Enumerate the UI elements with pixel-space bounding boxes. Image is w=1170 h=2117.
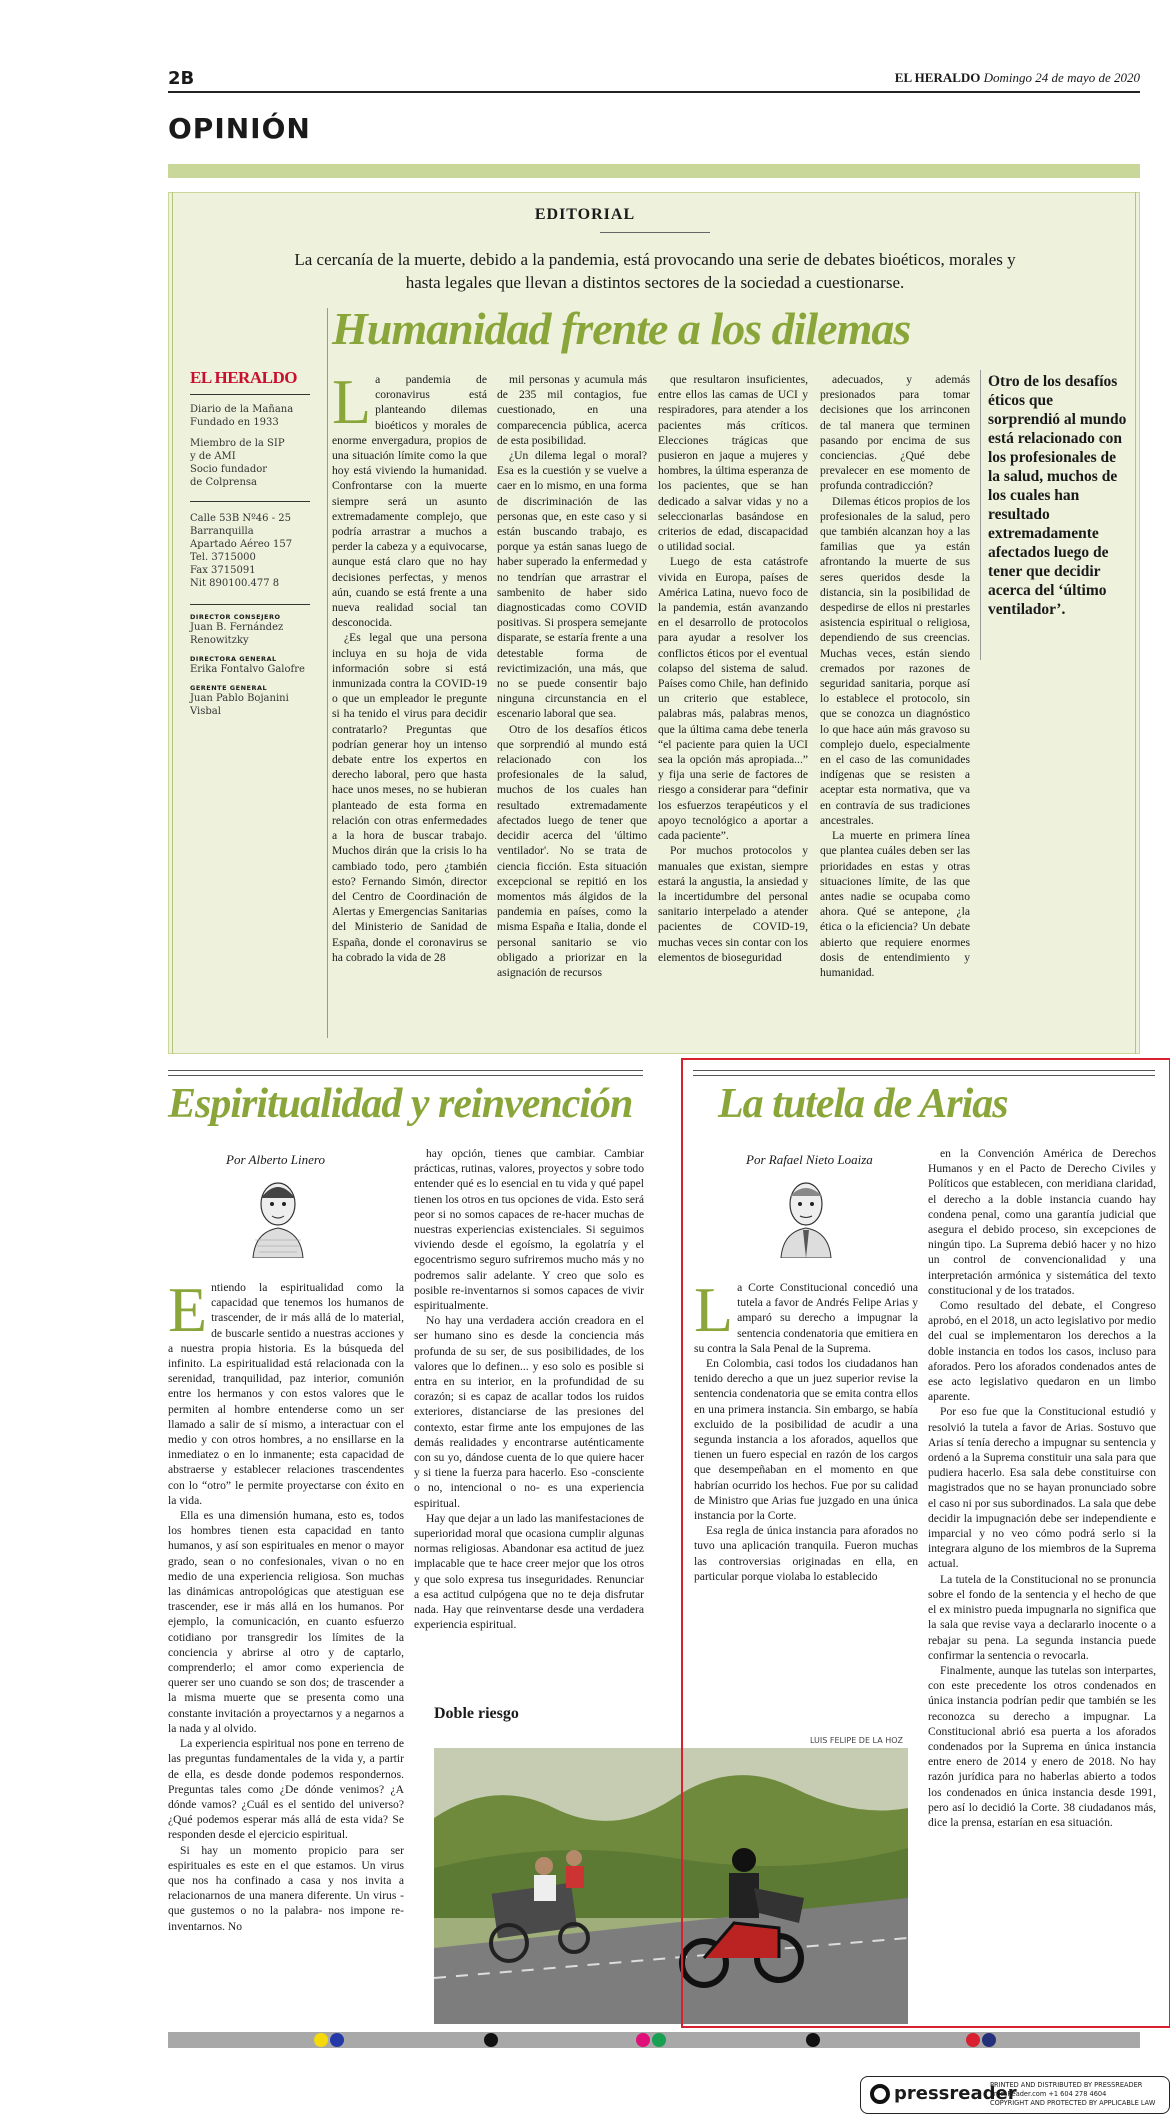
pressreader-line: COPYRIGHT AND PROTECTED BY APPLICABLE LAW [990, 2099, 1156, 2107]
author-portrait-linero [245, 1170, 311, 1258]
paragraph: Entiendo la espiritualidad como la capacidad que tenemos los humanos de trascender, de ir más allá de lo material, de buscarle sentido a nuestras acciones y a nuestra propia historia. Es la búsqueda del infinito. La espiritualidad está relacionada con la serenidad, tranquilidad, paz interior, comunión entre los hermanos y con estos valores que le permiten al hombre entenderse como un ser llamado a salir de sí mismo, a interactuar con el medio y con otros hombres, a no ensillarse en la inmediatez o en lo inmanente; esta capacidad de abstraerse y establecer relaciones trascendentes con lo “otro” le permite proyectarse con éxito en la vida. [168, 1280, 404, 1507]
staff-name: Erika Fontalvo Galofre [190, 664, 305, 675]
masthead-line: Apartado Aéreo 157 [190, 539, 293, 550]
header-dateline [895, 70, 1140, 86]
paragraph: ¿Es legal que una persona incluya en su hoja de vida información sobre si está inmunizada contra la COVID-19 o que un empleador le pregunte si ha tenido el virus para decidir contratarlo? Preguntas que podrían generar hoy un intenso debate entre los expertos en derecho laboral, pero que hasta hace unos meses, no se hubieran planteado de esta forma en relación con otras enfermedades a la hora de buscar trabajo. Muchos dirán que la crisis lo ha cambiado todo, pero ¿también esto? Fernando Simón, director del Centro de Coordinación de Alertas y Emergencias Sanitarias del Ministerio de Sanidad de España, donde el coronavirus se ha cobrado la vida de 28 [332, 631, 487, 964]
paragraph: Si hay un momento propicio para ser espirituales es este en el que estamos. Un virus que nos ha confinado a casa y nos invita a relacionarnos de una manera diferente. Un virus -que gustemos o no la palabra- nos impone re-inventarnos. No [168, 1843, 404, 1933]
paragraph: Esa regla de única instancia para aforados no tuvo una aplicación tranquila. Fueron muchas las controversias originadas en ella, en particular porque violaba lo establecido [694, 1524, 918, 1583]
paragraph: adecuados, y además presionados para tomar decisiones que los arrinconen de tal manera que terminen pasando por encima de sus conciencias. ¿Qué debe prevalecer en ese momento de profunda contradicción? [820, 373, 970, 493]
staff-role: GERENTE GENERAL [190, 684, 268, 692]
pressreader-lines [990, 2081, 1155, 2108]
paragraph: La Corte Constitucional concedió una tutela a favor de Andrés Felipe Arias y amparó su derecho a impugnar la sentencia condenatoria que emitiera en su contra la Sala Penal de la Suprema. [694, 1280, 918, 1355]
masthead [190, 368, 310, 718]
masthead-line: Nit 890100.477 8 [190, 578, 280, 589]
paragraph: Ella es una dimensión humana, esto es, todos los hombres tienen esta capacidad en tanto humanos, y así son espirituales en menor o mayor grado, sean o no confesionales, vivan o no en medio de una experiencia religiosa. Son muchas las dinámicas antropológicas que atestiguan ese trascender, ese ir más allá en los humanos. Por ejemplo, la comunicación, en cuanto esfuerzo cotidiano por transgredir los límites de la conciencia y abrirse al otro y de captarlo, comprenderlo; el amor como experiencia de querer ser uno cuando se son dos; de trascender a la misma muerte que se presenta como una constante invitación a proyectarnos y a negarnos a la nada y al olvido. [168, 1509, 404, 1735]
left-article-col-2 [414, 1146, 644, 1686]
editorial-col-4 [820, 372, 970, 1032]
right-article-col-2 [928, 1146, 1156, 2022]
left-article-title: Espiritualidad y reinvención [168, 1081, 633, 1127]
masthead-line: Barranquilla [190, 526, 254, 537]
editorial-right-rule [1135, 192, 1136, 1054]
paragraph: Por muchos protocolos y manuales que existan, siempre estará la angustia, la ansiedad y la incertidumbre del personal sanitario interpelado a atender pacientes de COVID-19, muchas veces sin contar con los elementos de bioseguridad [658, 844, 808, 964]
paragraph: Otro de los desafíos éticos que sorprendió al mundo está relacionado con los profesionales de la salud, muchos de los cuales han resultado extremadamente afectados luego de tener que decidir acerca del 'último ventilador'. No se trata de ciencia ficción. Esta situación excepcional se repitió en los momentos más álgidos de la pandemia en países, como la misma España e Italia, donde el personal sanitario se vio obligado a priorizar en la asignación de recursos [497, 722, 647, 979]
paragraph: La pandemia de coronavirus está planteando dilemas bioéticos y morales de enorme envergadura, propios de una situación límite como la que hoy está viviendo la humanidad. Confrontarse con la muerte siempre será un asunto extremadamente complejo, que podría arrastrar a muchos a perder la cabeza y a equivocarse, aunque está claro que no hay decisiones perfectas, y menos aún, cuando se está frente a una nueva realidad social tan desconocida. [332, 372, 487, 630]
paragraph: Luego de esta catástrofe vivida en Europa, países de América Latina, nuevo foco de la pandemia, están avanzando en el desarrollo de protocolos para ayudar a resolver los conflictos éticos por el eventual colapso del sistema de salud. Países como Chile, han definido un criterio que establece, palabras más, palabras menos, que la última cama debe tenerla “el paciente para quien la UCI sea la opción más apropiada...” y fija una serie de factores de riesgo a considerar para “definir los esfuerzos terapéuticos y el apoyo tecnológico a aportar a cada paciente”. [658, 555, 808, 843]
section-title: OPINIÓN [168, 112, 311, 145]
masthead-logo: EL HERALDO [190, 368, 297, 387]
pressreader-logo-icon [870, 2084, 890, 2104]
masthead-founding [190, 403, 310, 429]
staff-name: Juan Pablo Bojanini Visbal [190, 693, 289, 717]
paragraph: La tutela de la Constitucional no se pronuncia sobre el fondo de la sentencia y el hecho de que el ex ministro pueda impugnarla no significa que la sala que revise vaya a declararlo inocente o a rebajar su pena. La segunda instancia puede confirmar la sentencia o revocarla. [928, 1572, 1156, 1662]
right-article-byline: Por Rafael Nieto Loaiza [746, 1152, 873, 1167]
kicker-rule [600, 232, 710, 233]
paragraph: ¿Un dilema legal o moral? Esa es la cuestión y se vuelve a caer en lo mismo, en una forma de discriminación de las personas que, en este caso y si están buscando trabajo, es porque ya están sanas luego de haber superado la enfermedad y no tendrían que arrastrar el sambenito de haber sido diagnosticadas como COVID positivas. Si prospera semejante disparate, se estaría frente a una detestable forma de revictimización, una más, que no se puede consentir bajo ninguna circunstancia en el escenario laboral que sea. [497, 449, 647, 721]
right-article-title: La tutela de Arias [718, 1081, 1008, 1127]
editorial-kicker: EDITORIAL [534, 206, 636, 223]
reg-dot-yellow [314, 2033, 328, 2047]
drop-cap: E [168, 1280, 208, 1345]
pressreader-line: PRINTED AND DISTRIBUTED BY PRESSREADER [990, 2081, 1143, 2089]
masthead-line: Calle 53B Nº46 - 25 [190, 513, 291, 524]
section-green-band [168, 164, 1140, 178]
pullquote-rule [980, 370, 981, 660]
editorial-col-3 [658, 372, 808, 1032]
reg-dot-black-1 [484, 2033, 498, 2047]
paragraph: hay opción, tienes que cambiar. Cambiar prácticas, rutinas, valores, proyectos y sobre todo entender qué es lo esencial en tu vida y qué papel tienen los otros en tus opciones de vida. Esto será peor si no somos capaces de re-hacer muchas de nuestras experiencias existenciales. Si seguimos viviendo desde el egoísmo, la egolatría y el egocentrismo seguro sufriremos mucho más y no podremos salir adelante. Y creo que solo es posible re-inventarnos si somos capaces de vivir espiritualmente. [414, 1147, 644, 1313]
editorial-deck: La cercanía de la muerte, debido a la pandemia, está provocando una serie de debates bioéticos, morales y hasta legales que llevan a distintos sectores de la sociedad a cuestionarse. [294, 250, 1016, 292]
editorial-col-1 [332, 372, 487, 1032]
cartoon-title: Doble riesgo [434, 1705, 519, 1722]
issue-date: Domingo 24 de mayo de 2020 [983, 70, 1140, 85]
paragraph: Como resultado del debate, el Congreso aprobó, en el 2018, un acto legislativo por medio del cual se implementaron los derechos a la doble instancia en todos los casos, incluso para aforados. Pero los aforados condenados antes de ese acto legislativo quedaron en un limbo aparente. [928, 1299, 1156, 1404]
reg-dot-navy [982, 2033, 996, 2047]
right-article-top-rule-2 [693, 1075, 1155, 1076]
reg-dot-magenta [636, 2033, 650, 2047]
paragraph: La experiencia espiritual nos pone en terreno de las preguntas fundamentales de la vida y, a partir de ella, es desde donde podemos respondernos. Preguntas tales como ¿De dónde venimos? ¿A dónde vamos? ¿Cuál es el sentido del universo? ¿Qué podemos esperar más allá de esta vida? Se responden desde el ejercicio espiritual. [168, 1737, 404, 1842]
masthead-line: Fax 3715091 [190, 565, 256, 576]
page-number: 2B [168, 68, 195, 89]
masthead-line: Tel. 3715000 [190, 552, 256, 563]
paragraph: Por eso fue que la Constitucional estudió y resolvió la tutela a favor de Arias. Sostuvo que Arias sí tenía derecho a impugnar su sentencia y ordenó a la Suprema constituir una sala para que pudiera hacerlo. Esa sala debe constituirse con magistrados que no se hayan pronunciado sobre el caso ni por sus subordinados. La sala que debe decidir la impugnación debe ser independiente e imparcial y no veo cómo podrá serlo si la integrara alguno de los miembros de la Suprema actual. [928, 1405, 1156, 1571]
masthead-address [190, 512, 310, 590]
paragraph: mil personas y acumula más de 235 mil contagios, fue cuestionado, en una comparecencia pública, acerca de esta posibilidad. [497, 373, 647, 447]
masthead-line: Miembro de la SIP [190, 438, 285, 449]
title-vertical-rule [327, 308, 328, 1038]
paragraph: Finalmente, aunque las tutelas son interpartes, con este precedente los otros condenados en única instancia podrían pedir que también se les reconozca su derecho a impugnar. La Constitucional abrió esa puerta a los aforados condenados por la Suprema en única instancia entre enero de 2014 y enero de 2018. No hay razón jurídica para no haberlas abierto a todos los condenados en única instancia desde 1991, pero así lo decidió la Corte. 38 ciudadanos más, dice la prensa, estarían en esa situación. [928, 1663, 1156, 1829]
editorial-pullquote: Otro de los desafíos éticos que sorprendió al mundo está relacionado con los profesionales de la salud, muchos de los cuales han resultado extremadamente afectados luego de tener que decidir acerca del ‘último ventilador’. [988, 373, 1127, 618]
masthead-line: y de AMI [190, 451, 236, 462]
right-article-top-rule [693, 1070, 1155, 1071]
masthead-staff [190, 613, 310, 718]
reg-dot-blue [330, 2033, 344, 2047]
right-article-col-1 [694, 1280, 918, 1700]
drop-cap: L [332, 372, 372, 437]
paragraph: En Colombia, casi todos los ciudadanos han tenido derecho a que un juez superior revise la sentencia condenatoria que se emita contra ellos en una primera instancia. Sin embargo, se había excluido de la posibilidad de acudir a una segunda instancia a los aforados, aquellos que tienen un fuero especial en razón de los cargos que desempeñaban en el momento en que habrían ocurrido los hechos. Fue por su calidad de Ministro que Arias fue juzgado en una única instancia por la Corte. [694, 1357, 918, 1523]
masthead-membership [190, 437, 310, 489]
staff-name: Juan B. Fernández Renowitzky [190, 622, 284, 646]
left-article-byline: Por Alberto Linero [226, 1152, 325, 1167]
paragraph: No hay una verdadera acción creadora en el ser humano sino es desde la conciencia más profunda de su ser, de sus posibilidades, de los valores que lo definen... y eso solo es posible si entra en su interior, en la profundidad de su corazón; si es capaz de acallar todos los ruidos exteriores, distanciarse de las presiones del contexto, estar firme ante los empujones de las demás realidades y encontrarse auténticamente con su yo, dándose cuenta de lo que quiere hacer y si tiene la fuerza para hacerlo. Eso -consciente o no, intencional o no- es una experiencia espiritual. [414, 1314, 644, 1510]
paragraph: Dilemas éticos propios de los profesionales de la salud, pero que también alcanzan hoy a las familias que ya están afrontando la muerte de sus seres queridos desde la distancia, sin la posibilidad de despedirse de ellos ni prestarles asistencia espiritual o religiosa, dependiendo de sus creencias. Muchas veces, están siendo cremados por razones de seguridad sanitaria, porque así lo establece el protocolo, sin que se conozca un diagnóstico lo que hace aún más gravoso su complejo duelo, especialmente en el caso de las comunidades indígenas que se resisten a aceptar esta normativa, que va en contravía de sus tradiciones ancestrales. [820, 494, 970, 827]
masthead-line: Fundado en 1933 [190, 417, 279, 428]
paragraph: en la Convención América de Derechos Humanos y en el Pacto de Derecho Civiles y Políticos que establecen, con meridiana claridad, el derecho a la doble instancia cuando hay condena penal, como una garantía judicial que asegura el debido proceso, sin excepciones de ningún tipo. La Suprema debió hacer y no hizo un control de convencionalidad y una interpretación armónica y sistemática del texto constitucional y de los tratados. [928, 1147, 1156, 1297]
editorial-title: Humanidad frente a los dilemas [332, 303, 911, 354]
pressreader-brand: pressreader [894, 2083, 1017, 2104]
reg-dot-green [652, 2033, 666, 2047]
author-portrait-nieto [773, 1170, 839, 1258]
left-article-top-rule-2 [168, 1075, 643, 1076]
left-article-col-1 [168, 1280, 404, 2030]
cartoon-credit: LUIS FELIPE DE LA HOZ [810, 1736, 903, 1745]
paragraph: Hay que dejar a un lado las manifestaciones de superioridad moral que ocasiona cumplir algunas normas religiosas. Abandonar esa actitud de juez implacable que te hace creer mejor que los otros y que solo expresa tus inseguridades. Renunciar a esa actitud culpógena que no te deja disfrutar nada. Hay que reinventarse desde una verdadera experiencia espiritual. [414, 1511, 644, 1632]
masthead-line: de Colprensa [190, 477, 258, 488]
editorial-left-rule [172, 192, 173, 1054]
masthead-line: Diario de la Mañana [190, 404, 294, 415]
header-rule [168, 91, 1140, 93]
staff-role: DIRECTOR CONSEJERO [190, 613, 281, 621]
editorial-col-2 [497, 372, 647, 1032]
paragraph: La muerte en primera línea que plantea cuáles deben ser las prioridades en estas y otras situaciones límite, de las que antes nadie se ocupaba como ahora. Qué se antepone, ¿la ética o la eficiencia? Un debate abierto que requiere enormes dosis de entendimiento y humanidad. [820, 829, 970, 979]
reg-dot-red [966, 2033, 980, 2047]
paper-name: EL HERALDO [894, 70, 981, 85]
reg-dot-black-2 [806, 2033, 820, 2047]
left-article-top-rule [168, 1070, 643, 1071]
paragraph: que resultaron insuficientes, entre ellos las camas de UCI y respiradores, para atender a los pacientes más críticos. Elecciones trágicas que pusieron en jaque a mujeres y hombres, la última esperanza de los pacientes, que se han dedicado a salvar vidas y no a seleccionarlas basándose en criterios de edad, discapacidad o utilidad social. [658, 373, 808, 554]
staff-role: DIRECTORA GENERAL [190, 655, 277, 663]
masthead-line: Socio fundador [190, 464, 268, 475]
pressreader-line: PressReader.com +1 604 278 4604 [990, 2090, 1107, 2098]
drop-cap: L [694, 1280, 734, 1345]
